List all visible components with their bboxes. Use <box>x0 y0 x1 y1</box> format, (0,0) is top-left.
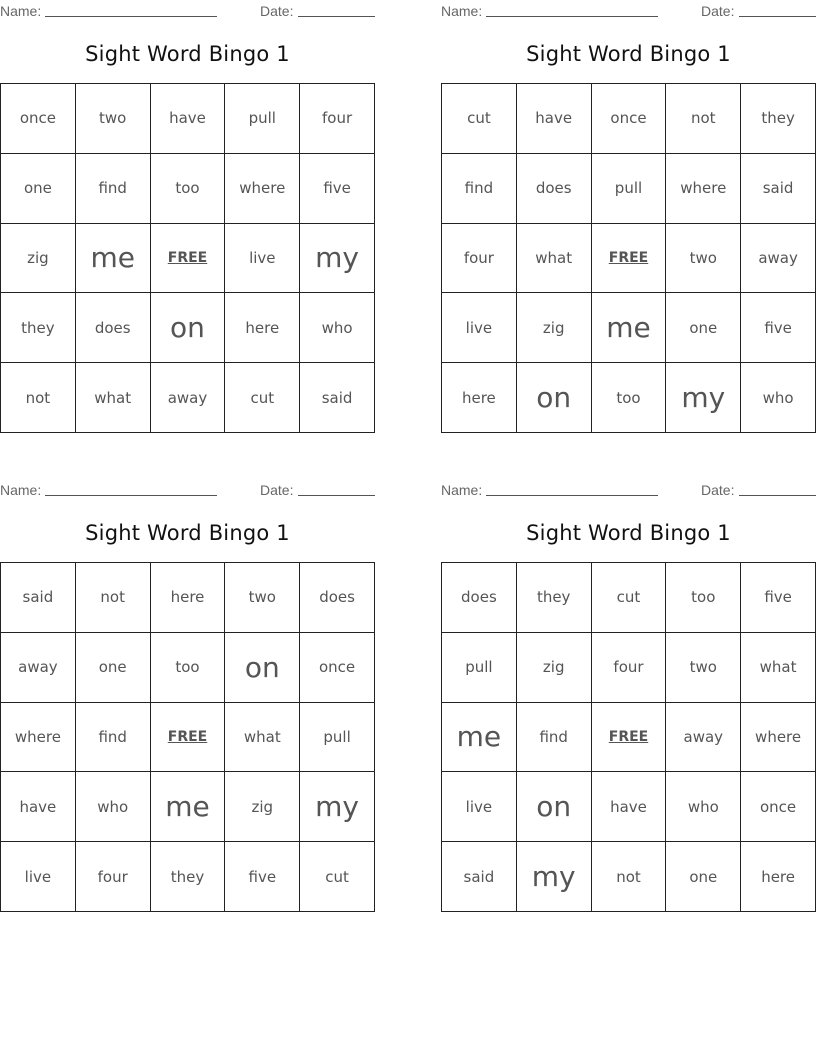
card-title: Sight Word Bingo 1 <box>526 42 731 66</box>
name-blank-line <box>45 16 217 17</box>
bingo-cell: find <box>517 703 592 773</box>
bingo-cell: on <box>517 363 592 433</box>
bingo-cell: once <box>592 84 667 154</box>
bingo-cell: find <box>76 703 151 773</box>
bingo-cell: they <box>517 563 592 633</box>
name-label: Name: <box>0 482 42 498</box>
bingo-cell: on <box>517 772 592 842</box>
bingo-cell: my <box>300 224 375 294</box>
bingo-grid <box>441 562 816 912</box>
name-label: Name: <box>441 482 483 498</box>
bingo-cell: too <box>151 154 226 224</box>
bingo-cell: zig <box>225 772 300 842</box>
bingo-cell: zig <box>517 633 592 703</box>
bingo-cell: too <box>151 633 226 703</box>
bingo-cell: not <box>666 84 741 154</box>
name-label: Name: <box>441 3 483 19</box>
bingo-cell: cut <box>442 84 517 154</box>
bingo-cell: away <box>151 363 226 433</box>
bingo-cell: one <box>666 293 741 363</box>
bingo-cell: two <box>225 563 300 633</box>
bingo-cell: what <box>741 633 816 703</box>
bingo-cell: have <box>151 84 226 154</box>
bingo-cell: does <box>76 293 151 363</box>
bingo-cell: they <box>741 84 816 154</box>
bingo-cell: they <box>151 842 226 912</box>
bingo-cell: not <box>1 363 76 433</box>
bingo-grid <box>0 83 375 433</box>
bingo-cell: one <box>666 842 741 912</box>
bingo-cell: zig <box>517 293 592 363</box>
bingo-cell: once <box>1 84 76 154</box>
card-title: Sight Word Bingo 1 <box>85 521 290 545</box>
name-date-row <box>441 482 816 498</box>
bingo-cell: five <box>741 293 816 363</box>
bingo-cell: live <box>442 293 517 363</box>
bingo-cell: away <box>741 224 816 294</box>
bingo-card-3 <box>0 479 375 909</box>
bingo-cell: where <box>1 703 76 773</box>
bingo-cell: pull <box>442 633 517 703</box>
date-label: Date: <box>701 482 735 498</box>
bingo-cell: here <box>151 563 226 633</box>
bingo-cell: my <box>666 363 741 433</box>
free-space: FREE <box>592 224 667 294</box>
bingo-cell: away <box>1 633 76 703</box>
bingo-cell: they <box>1 293 76 363</box>
bingo-cell: once <box>741 772 816 842</box>
bingo-cell: me <box>151 772 226 842</box>
free-space: FREE <box>151 224 226 294</box>
bingo-cell: does <box>442 563 517 633</box>
bingo-cell: said <box>1 563 76 633</box>
name-date-row <box>441 3 816 19</box>
bingo-cell: too <box>666 563 741 633</box>
bingo-cell: what <box>517 224 592 294</box>
bingo-cell: have <box>1 772 76 842</box>
bingo-grid <box>441 83 816 433</box>
free-space: FREE <box>592 703 667 773</box>
bingo-cell: too <box>592 363 667 433</box>
bingo-cell: pull <box>592 154 667 224</box>
bingo-cell: me <box>442 703 517 773</box>
bingo-cell: once <box>300 633 375 703</box>
bingo-cell: have <box>592 772 667 842</box>
bingo-cell: find <box>442 154 517 224</box>
bingo-cell: two <box>666 224 741 294</box>
bingo-cell: here <box>741 842 816 912</box>
bingo-cell: five <box>225 842 300 912</box>
bingo-cell: what <box>225 703 300 773</box>
bingo-cell: where <box>741 703 816 773</box>
bingo-cell: not <box>592 842 667 912</box>
bingo-cell: find <box>76 154 151 224</box>
bingo-cell: my <box>517 842 592 912</box>
bingo-cell: five <box>741 563 816 633</box>
name-blank-line <box>45 495 217 496</box>
bingo-cell: does <box>517 154 592 224</box>
bingo-grid <box>0 562 375 912</box>
bingo-cell: on <box>151 293 226 363</box>
date-blank-line <box>739 16 816 17</box>
date-label: Date: <box>260 3 294 19</box>
bingo-cell: said <box>741 154 816 224</box>
date-label: Date: <box>260 482 294 498</box>
date-blank-line <box>739 495 816 496</box>
bingo-cell: five <box>300 154 375 224</box>
date-blank-line <box>298 495 375 496</box>
bingo-cell: have <box>517 84 592 154</box>
bingo-cell: cut <box>300 842 375 912</box>
bingo-cell: who <box>300 293 375 363</box>
bingo-cell: two <box>666 633 741 703</box>
bingo-cell: live <box>225 224 300 294</box>
card-title: Sight Word Bingo 1 <box>85 42 290 66</box>
bingo-cell: on <box>225 633 300 703</box>
bingo-cell: four <box>76 842 151 912</box>
name-date-row <box>0 482 375 498</box>
bingo-cell: pull <box>300 703 375 773</box>
bingo-cell: four <box>592 633 667 703</box>
bingo-cell: me <box>592 293 667 363</box>
bingo-cell: four <box>442 224 517 294</box>
bingo-cell: here <box>442 363 517 433</box>
bingo-cell: what <box>76 363 151 433</box>
date-blank-line <box>298 16 375 17</box>
bingo-cell: here <box>225 293 300 363</box>
bingo-card-4 <box>441 479 816 909</box>
name-label: Name: <box>0 3 42 19</box>
name-date-row <box>0 3 375 19</box>
bingo-cell: said <box>442 842 517 912</box>
bingo-cell: live <box>1 842 76 912</box>
bingo-cell: cut <box>592 563 667 633</box>
bingo-cell: not <box>76 563 151 633</box>
card-title: Sight Word Bingo 1 <box>526 521 731 545</box>
bingo-cell: who <box>76 772 151 842</box>
bingo-cell: one <box>76 633 151 703</box>
bingo-cell: four <box>300 84 375 154</box>
bingo-cell: does <box>300 563 375 633</box>
bingo-cell: zig <box>1 224 76 294</box>
bingo-cell: said <box>300 363 375 433</box>
bingo-cell: where <box>666 154 741 224</box>
bingo-cell: my <box>300 772 375 842</box>
bingo-cell: one <box>1 154 76 224</box>
bingo-cell: me <box>76 224 151 294</box>
bingo-card-2 <box>441 0 816 430</box>
bingo-cell: two <box>76 84 151 154</box>
bingo-cell: who <box>741 363 816 433</box>
bingo-cell: away <box>666 703 741 773</box>
free-space: FREE <box>151 703 226 773</box>
bingo-cell: where <box>225 154 300 224</box>
bingo-cell: cut <box>225 363 300 433</box>
bingo-card-1 <box>0 0 375 430</box>
bingo-cell: who <box>666 772 741 842</box>
bingo-cell: live <box>442 772 517 842</box>
bingo-cell: pull <box>225 84 300 154</box>
name-blank-line <box>486 16 658 17</box>
name-blank-line <box>486 495 658 496</box>
date-label: Date: <box>701 3 735 19</box>
